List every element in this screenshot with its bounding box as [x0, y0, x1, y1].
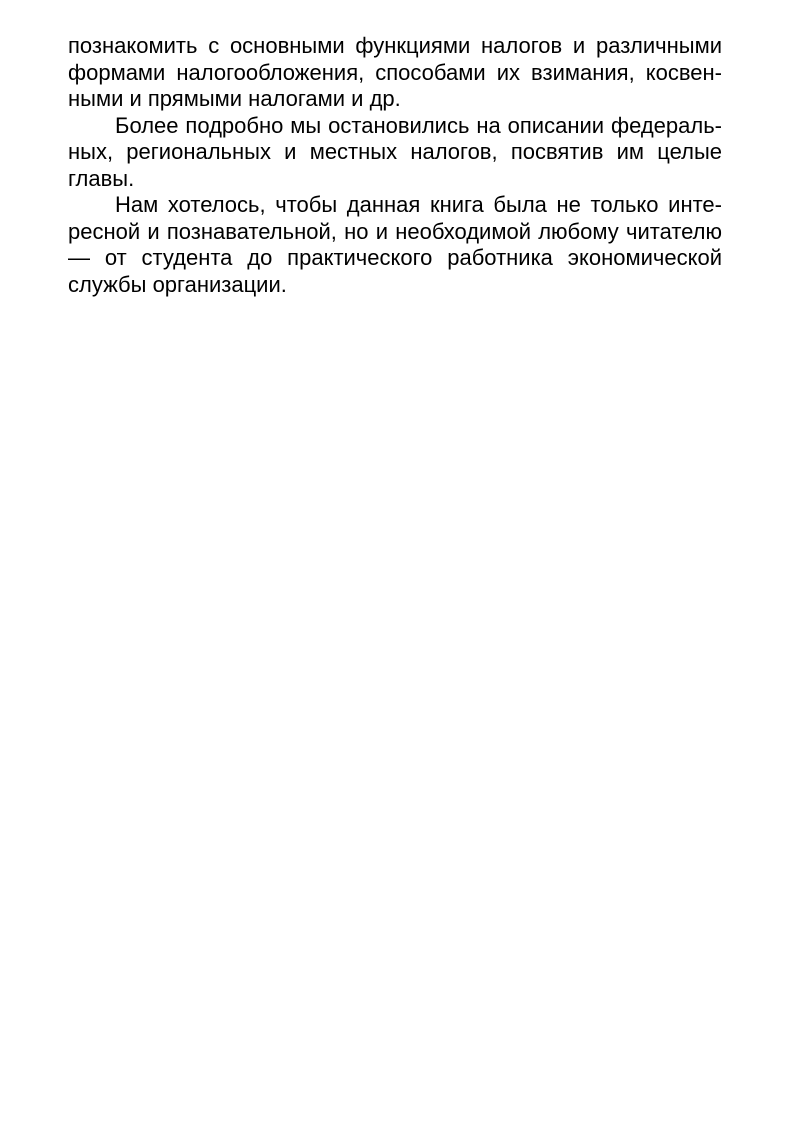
text-line: познакомить с основными функциями налогов и различными — [68, 33, 722, 58]
text-line: — от студента до практического работника экономической — [68, 245, 722, 270]
paragraph-2 — [68, 113, 722, 193]
text-line: Более подробно мы остановились на описании федераль- — [115, 112, 722, 138]
text-line: службы организации. — [68, 271, 287, 297]
paragraph-3 — [68, 192, 722, 298]
text-line: ными и прямыми налогами и др. — [68, 86, 401, 111]
text-line: ных, региональных и местных налогов, посвятив им целые — [68, 139, 722, 164]
text-line: формами налогообложения, способами их взимания, косвен- — [68, 59, 722, 85]
text-line: ресной и познавательной, но и необходимой любому читателю — [68, 218, 722, 244]
text-line: Нам хотелось, чтобы данная книга была не только инте- — [115, 192, 722, 217]
paragraph-1 — [68, 33, 722, 113]
document-body — [68, 33, 722, 298]
text-line: главы. — [68, 165, 135, 191]
